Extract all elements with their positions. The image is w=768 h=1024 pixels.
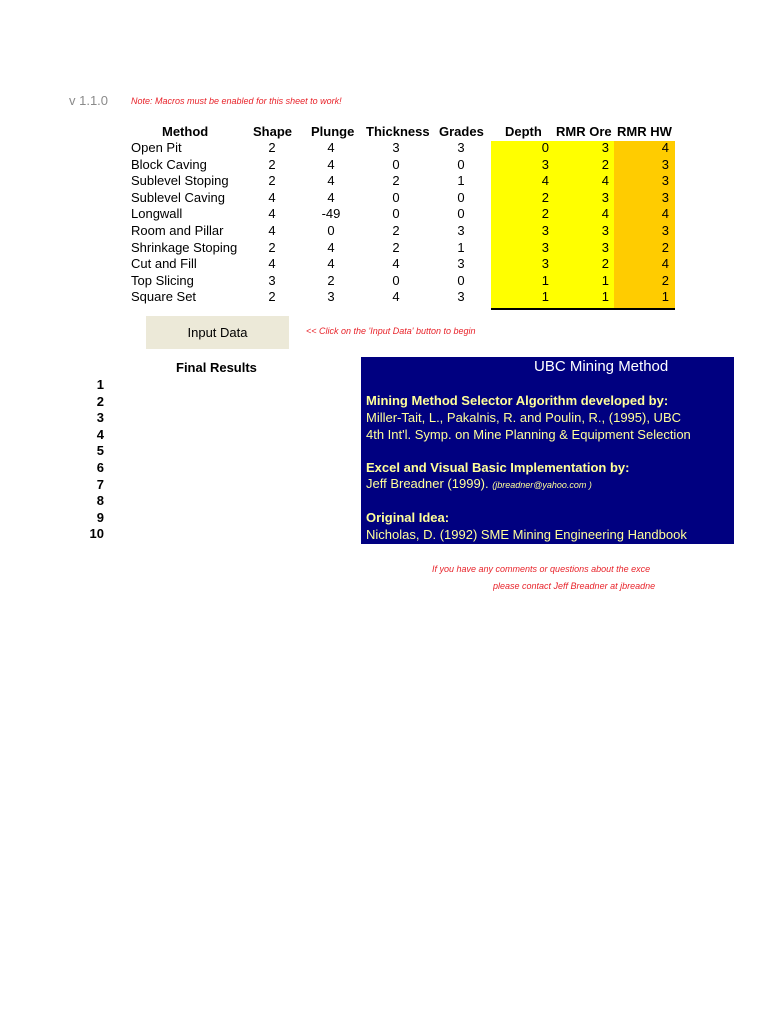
grades-value: 0 [457, 272, 465, 288]
rank-number: 5 [96, 443, 104, 459]
rmr-ore-value: 4 [601, 206, 609, 222]
method-name: Sublevel Stoping [131, 173, 229, 189]
grades-value: 1 [457, 239, 465, 255]
header-thickness: Thickness [366, 124, 430, 139]
thickness-value: 0 [392, 189, 400, 205]
grades-value: 3 [457, 289, 465, 305]
thickness-value: 4 [392, 289, 400, 305]
rmr-hw-value: 1 [661, 289, 669, 305]
contact-line-2: please contact Jeff Breadner at jbreadne [493, 581, 656, 591]
header-method: Method [162, 124, 209, 139]
depth-value: 3 [541, 156, 549, 172]
depth-value: 4 [541, 173, 549, 189]
rmr-hw-value: 3 [661, 156, 669, 172]
plunge-value: 4 [327, 156, 335, 172]
macro-note: Note: Macros must be enabled for this sheet to work! [131, 96, 342, 106]
depth-value: 2 [541, 206, 549, 222]
rmr-hw-value: 2 [661, 272, 669, 288]
method-name: Top Slicing [131, 272, 194, 288]
input-hint: << Click on the 'Input Data' button to begin [306, 326, 476, 336]
plunge-value: 0 [327, 223, 335, 238]
thickness-value: 3 [392, 140, 400, 155]
header-grades: Grades [439, 124, 484, 139]
panel-title: UBC Mining Method [534, 358, 669, 375]
rank-number: 8 [96, 493, 104, 509]
shape-value: 3 [268, 272, 276, 288]
rmr-hw-value: 4 [661, 256, 669, 272]
thickness-value: 2 [392, 173, 400, 189]
method-name: Cut and Fill [131, 256, 197, 272]
header-rmr-ore: RMR Ore [556, 124, 612, 139]
rmr-hw-value: 3 [661, 189, 669, 205]
credit-heading-algorithm: Mining Method Selector Algorithm developed by: [366, 393, 669, 408]
credit-heading-original: Original Idea: [366, 510, 450, 525]
method-name: Longwall [131, 206, 183, 222]
plunge-value: 4 [327, 239, 335, 255]
table-bottom-border [491, 308, 675, 310]
shape-value: 4 [268, 223, 276, 238]
plunge-value: 4 [327, 189, 335, 205]
rmr-hw-value: 3 [661, 223, 669, 238]
plunge-value: 3 [327, 289, 335, 305]
implementer-name: Jeff Breadner (1999). [366, 476, 489, 491]
thickness-value: 2 [392, 239, 400, 255]
rmr-hw-value: 2 [661, 239, 669, 255]
rank-number: 1 [96, 377, 104, 392]
rmr-ore-value: 4 [601, 173, 609, 189]
grades-value: 0 [457, 206, 465, 222]
grades-value: 0 [457, 156, 465, 172]
credit-line-implementer [366, 476, 592, 491]
shape-value: 4 [268, 206, 276, 222]
input-data-button[interactable]: Input Data [146, 316, 289, 349]
implementer-email: (jbreadner@yahoo.com ) [492, 480, 592, 490]
rank-number: 3 [96, 410, 104, 426]
credit-line-handbook: Nicholas, D. (1992) SME Mining Engineering Handbook [366, 527, 687, 542]
method-name: Shrinkage Stoping [131, 239, 238, 255]
grades-value: 3 [457, 140, 465, 155]
credit-heading-implementation: Excel and Visual Basic Implementation by: [366, 460, 630, 475]
shape-value: 4 [268, 256, 276, 272]
method-name: Square Set [131, 289, 197, 305]
rmr-ore-value: 3 [601, 189, 609, 205]
plunge-value: 4 [327, 140, 335, 155]
thickness-value: 2 [392, 223, 400, 238]
header-rmr-hw: RMR HW [617, 124, 672, 139]
rank-number: 9 [96, 509, 104, 525]
credit-line-symposium: 4th Int'l. Symp. on Mine Planning & Equipment Selection [366, 427, 691, 442]
thickness-value: 4 [392, 256, 400, 272]
thickness-value: 0 [392, 156, 400, 172]
depth-value: 2 [541, 189, 549, 205]
header-depth: Depth [505, 124, 542, 139]
rmr-hw-value: 4 [661, 140, 669, 155]
shape-value: 2 [268, 239, 276, 255]
rmr-ore-value: 2 [601, 156, 609, 172]
depth-value: 3 [541, 223, 549, 238]
version-label: v 1.1.0 [69, 93, 109, 108]
rank-number: 2 [96, 393, 104, 409]
rank-number: 10 [89, 526, 104, 542]
grades-value: 3 [457, 223, 465, 238]
rmr-ore-value: 1 [601, 289, 609, 305]
thickness-value: 0 [392, 272, 400, 288]
plunge-value: 2 [327, 272, 335, 288]
rmr-ore-value: 2 [601, 256, 609, 272]
depth-value: 0 [541, 140, 549, 155]
rmr-hw-value: 3 [661, 173, 669, 189]
depth-value: 3 [541, 256, 549, 272]
final-results-title: Final Results [176, 360, 257, 375]
shape-value: 4 [268, 189, 276, 205]
credits-panel [361, 357, 734, 544]
method-name: Block Caving [131, 156, 207, 172]
thickness-value: 0 [392, 206, 400, 222]
rmr-hw-value: 4 [661, 206, 669, 222]
header-shape: Shape [253, 124, 293, 139]
shape-value: 2 [268, 173, 276, 189]
method-name: Sublevel Caving [131, 189, 225, 205]
depth-value: 1 [541, 272, 549, 288]
grades-value: 3 [457, 256, 465, 272]
plunge-value: -49 [321, 206, 341, 222]
credit-line-authors: Miller-Tait, L., Pakalnis, R. and Poulin, R., (1995), UBC [366, 410, 682, 425]
rmr-ore-value: 3 [601, 223, 609, 238]
rank-number: 7 [96, 476, 104, 492]
rmr-ore-value: 3 [601, 140, 609, 155]
grades-value: 0 [457, 189, 465, 205]
rmr-ore-value: 3 [601, 239, 609, 255]
shape-value: 2 [268, 156, 276, 172]
shape-value: 2 [268, 289, 276, 305]
method-name: Open Pit [131, 140, 182, 155]
rank-number: 4 [96, 426, 104, 442]
rmr-ore-value: 1 [601, 272, 609, 288]
method-name: Room and Pillar [131, 223, 224, 238]
depth-value: 3 [541, 239, 549, 255]
rank-number: 6 [96, 460, 104, 475]
plunge-value: 4 [327, 256, 335, 272]
header-plunge: Plunge [311, 124, 355, 139]
depth-value: 1 [541, 289, 549, 305]
shape-value: 2 [268, 140, 276, 155]
plunge-value: 4 [327, 173, 335, 189]
contact-line-1: If you have any comments or questions about the exce [432, 564, 651, 574]
grades-value: 1 [457, 173, 465, 189]
